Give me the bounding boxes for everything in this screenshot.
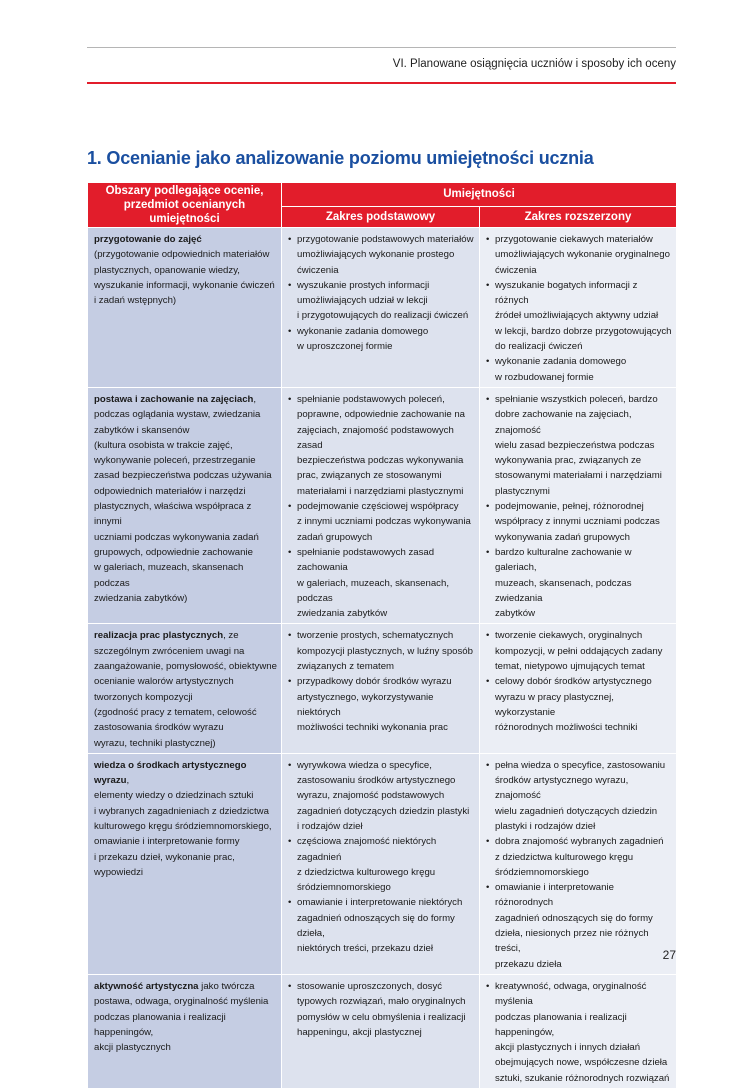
bullet-list	[288, 628, 475, 735]
list-item: • wykonanie zadania domowego w rozbudowanej formie	[486, 354, 672, 385]
list-item: • wyszukanie prostych informacji umożliwiających udział w lekcji i przygotowujących do realizacji ćwiczeń	[288, 278, 475, 324]
bullet-list	[486, 758, 672, 972]
list-item: • wyszukanie bogatych informacji z różnych źródeł umożliwiających aktywny udział w lekcji, bardzo dobrze przygotowujących do realizacji ćwiczeń	[486, 278, 672, 354]
top-rule	[87, 47, 676, 48]
col-header-basic: Zakres podstawowy	[282, 206, 480, 227]
assessment-table	[87, 182, 677, 1089]
list-item: • spełnianie podstawowych zasad zachowania w galeriach, muzeach, skansenach, podczas zwiedzania zabytków	[288, 545, 475, 621]
area-description: (przygotowanie odpowiednich materiałów plastycznych, opanowanie wiedzy, wyszukanie informacji, wykonanie ćwiczeń i zadań wstępnych)	[94, 249, 275, 307]
section-title: 1. Ocenianie jako analizowanie poziomu umiejętności ucznia	[87, 148, 594, 168]
col-header-skills: Umiejętności	[282, 183, 677, 207]
running-header: VI. Planowane osiągnięcia uczniów i sposoby ich oceny	[392, 58, 676, 70]
area-cell	[88, 387, 282, 623]
list-item: • kreatywność, odwaga, oryginalność myślenia podczas planowania i realizacji happeningów, akcji plastycznych i innych działań obejmujących nowe, współczesne dzieła sztuki, szukanie różnorodnych rozwiązań	[486, 979, 672, 1086]
area-description: , ze szczególnym zwróceniem uwagi na zaangażowanie, pomysłowość, obiektywne ocenianie walorów artystycznych tworzonych kompozycji (zgodność pracy z tematem, celowość zastosowania środków wyrazu wyrazu, techniki plastycznej)	[94, 630, 277, 749]
list-item: • dobra znajomość wybranych zagadnień z dziedzictwa kulturowego kręgu śródziemnomorskiego	[486, 834, 672, 880]
bullet-list	[486, 392, 672, 621]
basic-scope-cell	[282, 624, 480, 753]
area-cell	[88, 753, 282, 974]
bullet-list	[288, 758, 475, 957]
table-row	[88, 974, 677, 1088]
area-lead: przygotowanie do zajęć	[94, 234, 202, 245]
list-item: • podejmowanie, pełnej, różnorodnej współpracy z innymi uczniami podczas wykonywania zadań grupowych	[486, 499, 672, 545]
area-cell	[88, 974, 282, 1088]
list-item: • tworzenie prostych, schematycznych kompozycji plastycznych, w luźny sposób związanych z tematem	[288, 628, 475, 674]
table-row	[88, 624, 677, 753]
area-cell	[88, 228, 282, 388]
list-item: • tworzenie ciekawych, oryginalnych kompozycji, w pełni oddających zadany temat, nietypowo ujmujących temat	[486, 628, 672, 674]
area-lead: postawa i zachowanie na zajęciach	[94, 393, 254, 405]
col-header-areas: Obszary podlegające ocenie, przedmiot ocenianych umiejętności	[88, 183, 282, 228]
bullet-list	[288, 979, 475, 1040]
list-item: • częściowa znajomość niektórych zagadnień z dziedzictwa kulturowego kręgu śródziemnomorskiego	[288, 834, 475, 895]
list-item: • bardzo kulturalne zachowanie w galeriach, muzeach, skansenach, podczas zwiedzania zabytków	[486, 545, 672, 621]
list-item: • spełnianie podstawowych poleceń, poprawne, odpowiednie zachowanie na zajęciach, znajomość podstawowych zasad bezpieczeństwa podczas wykonywania prac, związanych ze stosowanymi materiałami i narzędziami plastycznymi	[288, 392, 475, 499]
table-body	[88, 228, 677, 1089]
list-item: • stosowanie uproszczonych, dosyć typowych rozwiązań, mało oryginalnych pomysłów w celu obmyślenia i realizacji happeningu, akcji plastycznej	[288, 979, 475, 1040]
extended-scope-cell	[480, 228, 677, 388]
area-lead: realizacja prac plastycznych	[94, 630, 224, 642]
list-item: • wykonanie zadania domowego w uproszczonej formie	[288, 324, 475, 355]
list-item: • pełna wiedza o specyfice, zastosowaniu środków artystycznego wyrazu, znajomość wielu zagadnień dotyczących dziedzin plastyki i rodzajów dzieł	[486, 758, 672, 834]
area-lead: wiedza o środkach artystycznego wyrazu	[94, 759, 247, 787]
list-item: • omawianie i interpretowanie różnorodnych zagadnień odnoszących się do formy dzieła, niesionych przez nie różnych treści, przekazu dzieła	[486, 880, 672, 972]
header-red-rule	[87, 82, 676, 84]
bullet-list	[288, 232, 475, 354]
extended-scope-cell	[480, 387, 677, 623]
list-item: • przypadkowy dobór środków wyrazu artystycznego, wykorzystywanie niektórych możliwości techniki wykonania prac	[288, 674, 475, 735]
bullet-list	[288, 392, 475, 621]
list-item: • wyrywkowa wiedza o specyfice, zastosowaniu środków artystycznego wyrazu, znajomość podstawowych zagadnień dotyczących dziedzin plastyki i rodzajów dzieł	[288, 758, 475, 834]
col-header-extended: Zakres rozszerzony	[480, 206, 677, 227]
list-item: • spełnianie wszystkich poleceń, bardzo dobre zachowanie na zajęciach, znajomość wielu zasad bezpieczeństwa podczas wykonywania prac, związanych ze stosowanymi materiałami i narzędziami plastycznymi	[486, 392, 672, 499]
list-item: • przygotowanie podstawowych materiałów umożliwiających wykonanie prostego ćwiczenia	[288, 232, 475, 278]
bullet-list	[486, 628, 672, 735]
table-row	[88, 753, 677, 974]
extended-scope-cell	[480, 624, 677, 753]
bullet-list	[486, 232, 672, 385]
extended-scope-cell	[480, 974, 677, 1088]
list-item: • podejmowanie częściowej współpracy z innymi uczniami podczas wykonywania zadań grupowych	[288, 499, 475, 545]
area-description: , podczas oglądania wystaw, zwiedzania zabytków i skansenów (kultura osobista w trakcie zajęć, wykonywanie poleceń, przestrzeganie zasad bezpieczeństwa podczas używania odpowiednich materiałów i narzędzi plastycznych, właściwa współpraca z innymi uczniami podczas wykonywania zadań grupowych, odpowiednie zachowanie w galeriach, muzeach, skansenach podczas zwiedzania zabytków)	[94, 393, 272, 604]
bullet-list	[486, 979, 672, 1086]
basic-scope-cell	[282, 228, 480, 388]
basic-scope-cell	[282, 387, 480, 623]
basic-scope-cell	[282, 974, 480, 1088]
list-item: • celowy dobór środków artystycznego wyrazu w pracy plastycznej, wykorzystanie różnorodnych możliwości techniki	[486, 674, 672, 735]
page-number: 27	[662, 948, 676, 962]
area-cell	[88, 624, 282, 753]
extended-scope-cell	[480, 753, 677, 974]
area-description: jako twórcza postawa, odwaga, oryginalność myślenia podczas planowania i realizacji happeningów, akcji plastycznych	[94, 980, 269, 1054]
area-description: , elementy wiedzy o dziedzinach sztuki i wybranych zagadnieniach z dziedzictwa kulturowego kręgu śródziemnomorskiego, omawianie i interpretowanie formy i przekazu dzieł, wykonanie prac, wypowiedzi	[94, 775, 272, 878]
table-row	[88, 228, 677, 388]
table-row	[88, 387, 677, 623]
list-item: • przygotowanie ciekawych materiałów umożliwiających wykonanie oryginalnego ćwiczenia	[486, 232, 672, 278]
basic-scope-cell	[282, 753, 480, 974]
list-item: • omawianie i interpretowanie niektórych zagadnień odnoszących się do formy dzieła, niektórych treści, przekazu dzieł	[288, 895, 475, 956]
area-lead: aktywność artystyczna	[94, 980, 199, 992]
